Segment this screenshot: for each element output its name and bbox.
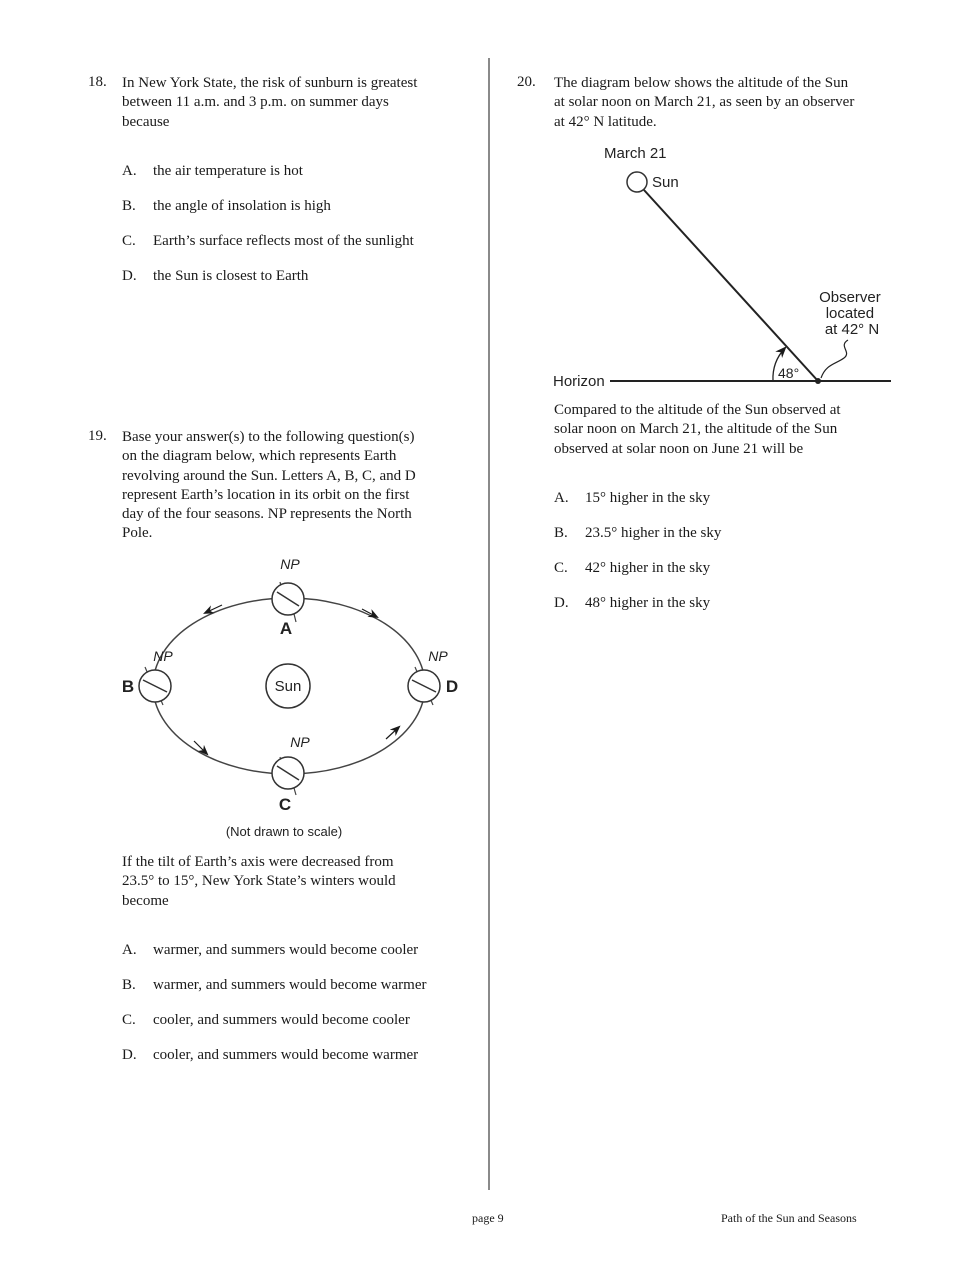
intro-line: represent Earth’s location in its orbit on the first [122, 486, 410, 503]
observer-label [819, 289, 885, 338]
q20-choice-d[interactable] [554, 595, 710, 612]
stem-line: Compared to the altitude of the Sun observed at [554, 402, 841, 418]
choice-letter: A. [554, 490, 569, 506]
q20-choice-b[interactable] [554, 525, 721, 542]
choice-letter: B. [122, 198, 136, 214]
footer-title: Path of the Sun and Seasons [721, 1211, 857, 1225]
stem-line: between 11 a.m. and 3 p.m. on summer days [122, 94, 389, 111]
observer-point [815, 378, 821, 384]
q20-choice-c[interactable] [554, 560, 710, 577]
sun-label: Sun [274, 678, 302, 695]
sun-ray-line [644, 190, 818, 381]
choice-letter: B. [554, 525, 568, 541]
horizon-label: Horizon [553, 373, 605, 390]
stem-line: 23.5° to 15°, New York State’s winters would [122, 873, 396, 890]
diagram-caption: (Not drawn to scale) [225, 824, 343, 839]
q20-choice-a[interactable] [554, 490, 710, 507]
choice-text: 23.5° higher in the sky [585, 525, 722, 541]
choice-letter: D. [554, 595, 569, 611]
stem-line: solar noon on March 21, the altitude of the Sun [554, 421, 838, 438]
choice-text: 15° higher in the sky [585, 490, 711, 506]
choice-text: warmer, and summers would become warmer [153, 977, 427, 993]
np-label: NP [280, 556, 300, 572]
question-20-stem [554, 401, 841, 459]
stem-line: observed at solar noon on June 21 will be [554, 440, 804, 457]
choice-text: 42° higher in the sky [585, 560, 711, 576]
choice-letter: C. [122, 233, 136, 249]
observer-line: located [825, 305, 875, 322]
intro-line: at solar noon on March 21, as seen by an observer [554, 94, 855, 111]
question-20-number: 20. [517, 74, 536, 90]
position-label-d: D [445, 677, 459, 696]
choice-text: the air temperature is hot [153, 163, 303, 179]
choice-text: the Sun is closest to Earth [153, 268, 309, 284]
np-label: NP [428, 648, 448, 664]
sun-icon [627, 172, 647, 192]
intro-line: The diagram below shows the altitude of the Sun [554, 75, 849, 91]
question-18-number: 18. [88, 74, 107, 90]
stem-line: In New York State, the risk of sunburn is greatest [122, 75, 418, 91]
choice-letter: C. [122, 1012, 136, 1028]
intro-line: day of the four seasons. NP represents the North [122, 506, 412, 523]
position-label-c: C [278, 795, 292, 814]
choice-letter: D. [122, 1047, 137, 1063]
intro-line: revolving around the Sun. Letters A, B, C, and D [122, 467, 416, 484]
np-label: NP [153, 648, 173, 664]
np-label: NP [290, 734, 310, 750]
intro-line: on the diagram below, which represents Earth [122, 448, 397, 465]
stem-line: become [122, 892, 169, 909]
position-label-a: A [279, 619, 293, 638]
choice-text: 48° higher in the sky [585, 595, 711, 611]
stem-line: If the tilt of Earth’s axis were decreased from [122, 854, 394, 870]
intro-line: Base your answer(s) to the following question(s) [122, 429, 415, 445]
angle-label: 48° [778, 365, 800, 381]
observer-leader-line [821, 340, 848, 378]
observer-line: Observer [819, 289, 881, 306]
position-label-b: B [121, 677, 135, 696]
choice-text: Earth’s surface reflects most of the sunlight [153, 233, 414, 249]
choice-letter: A. [122, 163, 137, 179]
date-label: March 21 [604, 145, 667, 162]
intro-line: Pole. [122, 525, 153, 542]
choice-letter: A. [122, 942, 137, 958]
question-19-number: 19. [88, 428, 107, 444]
page-number: page 9 [472, 1211, 504, 1225]
choice-letter: D. [122, 268, 137, 284]
intro-line: at 42° N latitude. [554, 113, 657, 130]
sun-label: Sun [652, 174, 679, 191]
choice-text: the angle of insolation is high [153, 198, 331, 214]
choice-text: cooler, and summers would become warmer [153, 1047, 419, 1063]
choice-letter: C. [554, 560, 568, 576]
choice-letter: B. [122, 977, 136, 993]
choice-text: cooler, and summers would become cooler [153, 1012, 410, 1028]
observer-line: at 42° N [824, 321, 880, 338]
choice-text: warmer, and summers would become cooler [153, 942, 419, 958]
stem-line: because [122, 113, 170, 130]
